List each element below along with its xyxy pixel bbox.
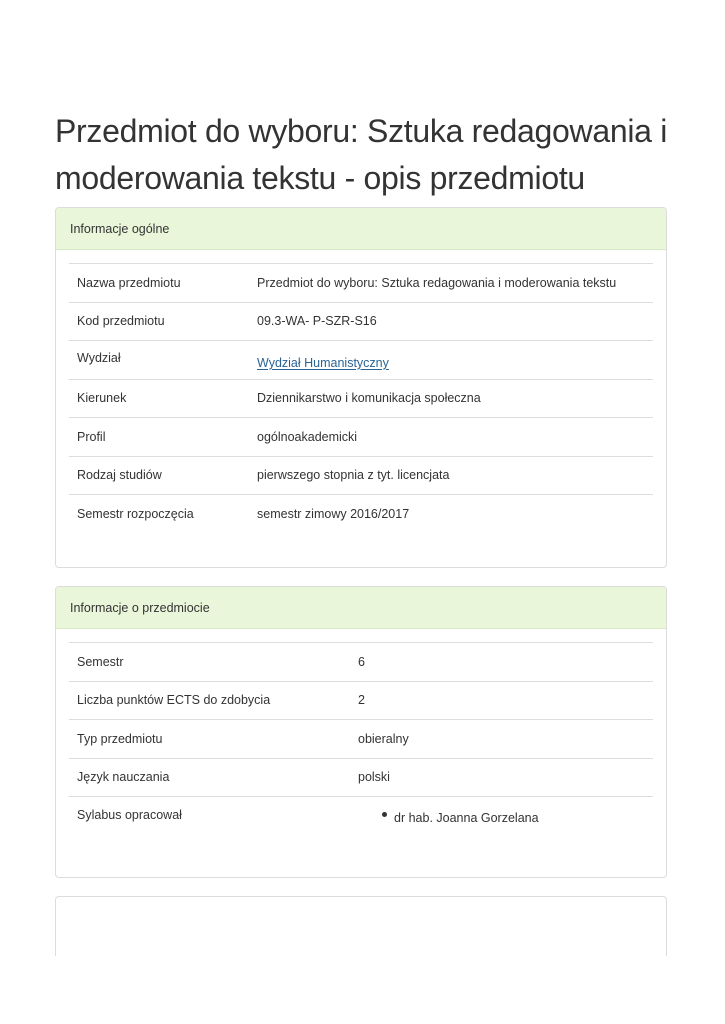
table-row bbox=[69, 495, 653, 534]
row-value: 09.3-WA- P-SZR-S16 bbox=[257, 314, 377, 329]
row-label: Profil bbox=[77, 429, 106, 444]
row-label: Język nauczania bbox=[77, 770, 170, 785]
row-value: Dziennikarstwo i komunikacja społeczna bbox=[257, 391, 481, 406]
general-info-panel bbox=[55, 207, 667, 568]
row-value: ogólnoakademicki bbox=[257, 429, 358, 444]
row-label: Liczba punktów ECTS do zdobycia bbox=[77, 693, 271, 708]
row-label: Sylabus opracował bbox=[77, 808, 182, 822]
table-row bbox=[69, 264, 653, 303]
row-label: Nazwa przedmiotu bbox=[77, 275, 181, 290]
row-value: polski bbox=[358, 770, 390, 785]
table-row bbox=[69, 643, 653, 682]
row-label: Kod przedmiotu bbox=[77, 314, 165, 329]
row-label: Semestr rozpoczęcia bbox=[77, 507, 194, 521]
row-label: Wydział bbox=[77, 351, 121, 365]
row-value: pierwszego stopnia z tyt. licencjata bbox=[257, 468, 450, 483]
row-label: Rodzaj studiów bbox=[77, 468, 162, 483]
table-row bbox=[69, 797, 653, 836]
table-row bbox=[69, 456, 653, 495]
page-title: Przedmiot do wyboru: Sztuka redagowania i moderowania tekstu - opis przedmiotu bbox=[55, 113, 668, 196]
next-panel bbox=[55, 896, 667, 956]
table-row bbox=[69, 341, 653, 380]
table-row bbox=[69, 418, 653, 457]
row-value: semestr zimowy 2016/2017 bbox=[257, 507, 410, 521]
row-value: obieralny bbox=[358, 731, 409, 746]
table-row bbox=[69, 302, 653, 341]
general-info-table bbox=[69, 263, 653, 533]
general-info-heading: Informacje ogólne bbox=[56, 208, 666, 250]
row-label: Kierunek bbox=[77, 391, 127, 406]
table-row bbox=[69, 379, 653, 418]
table-row bbox=[69, 758, 653, 797]
row-value: 6 bbox=[358, 654, 365, 669]
course-info-heading: Informacje o przedmiocie bbox=[56, 587, 666, 629]
faculty-link[interactable]: Wydział Humanistyczny bbox=[257, 355, 389, 370]
row-value: 2 bbox=[358, 693, 365, 708]
course-info-panel bbox=[55, 586, 667, 878]
row-label: Semestr bbox=[77, 654, 124, 669]
syllabus-authors-list bbox=[358, 811, 645, 825]
row-value: Przedmiot do wyboru: Sztuka redagowania i moderowania tekstu bbox=[257, 275, 617, 290]
table-row bbox=[69, 681, 653, 720]
course-info-table bbox=[69, 642, 653, 835]
list-item: dr hab. Joanna Gorzelana bbox=[384, 811, 645, 825]
row-label: Typ przedmiotu bbox=[77, 731, 163, 746]
table-row bbox=[69, 720, 653, 759]
